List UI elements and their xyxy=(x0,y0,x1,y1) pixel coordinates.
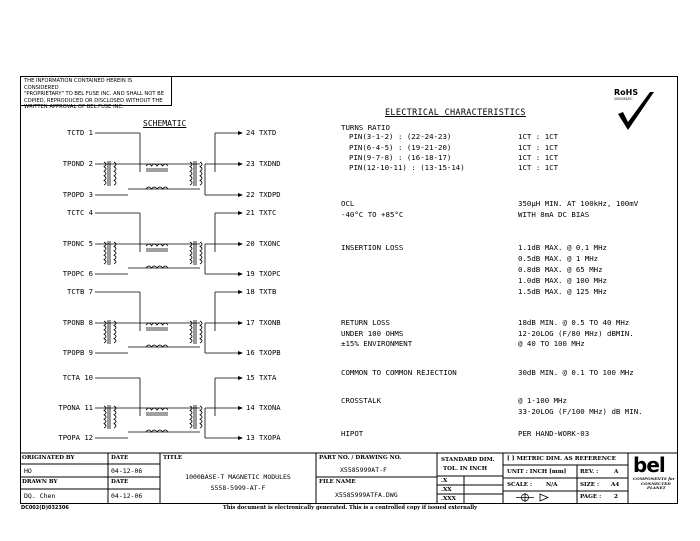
turns-pins: PIN(6-4-5) : (19-21-20) xyxy=(349,143,452,152)
right-pin-label: 14 TXONA xyxy=(246,403,281,412)
turns-pins: PIN(12-10-11) : (13-15-14) xyxy=(349,163,465,172)
right-pin-label: 17 TXONB xyxy=(246,318,281,327)
scale: N/A xyxy=(546,482,558,488)
insertion-loss-label: INSERTION LOSS xyxy=(341,243,404,252)
turns-pins: PIN(3-1-2) : (22-24-23) xyxy=(349,132,452,141)
left-pin-label: TCTA 10 xyxy=(62,373,93,382)
size-label: SIZE : xyxy=(580,482,600,488)
insertion-value: 0.8dB MAX. @ 65 MHz xyxy=(518,265,603,274)
right-pin-label: 21 TXTC xyxy=(246,208,277,217)
hipot-value: PER HAND-WORK-03 xyxy=(518,429,590,438)
left-pin-label: TPOPC 6 xyxy=(62,269,93,278)
scale-label: SCALE : xyxy=(507,482,533,488)
return-value: 12-20LOG (F/80 MHz) dBMIN. xyxy=(518,329,634,338)
turns-pins: PIN(9-7-8) : (16-18-17) xyxy=(349,153,452,162)
tol-xxx: .XXX xyxy=(441,496,456,502)
title-label: TITLE xyxy=(163,455,183,461)
footer-note: This document is electronically generated. This is a controlled copy if issued externally xyxy=(222,505,478,511)
left-pin-label: TPOPA 12 xyxy=(58,433,93,442)
originated-by-label: ORIGINATED BY xyxy=(22,455,75,461)
drawn-date: 04-12-06 xyxy=(111,492,143,500)
crosstalk-value: @ 1-100 MHz xyxy=(518,396,567,405)
turns-value: 1CT : 1CT xyxy=(518,163,559,172)
ocl-temp: -40°C TO +85°C xyxy=(341,210,404,219)
cmr-value: 30dB MIN. @ 0.1 TO 100 MHz xyxy=(518,368,634,377)
tol-x: .X xyxy=(441,478,448,484)
right-pin-label: 18 TXTB xyxy=(246,287,277,296)
notice-line: "PROPRIETARY" TO BEL FUSE INC. AND SHALL NOT BE xyxy=(24,91,164,98)
tol-xx: .XX xyxy=(441,487,452,493)
file-name: X5585999ATFA.DWG xyxy=(335,491,398,499)
rev: A xyxy=(614,469,619,475)
right-pin-label: 16 TXOPB xyxy=(246,348,281,357)
bel-tagline xyxy=(633,477,675,491)
return-loss-sub: UNDER 100 OHMS xyxy=(341,329,404,338)
notice-line: THE INFORMATION CONTAINED HEREIN IS CONSIDERED xyxy=(24,78,133,91)
ocl-value: 350µH MIN. AT 100kHz, 100mV xyxy=(518,199,639,208)
ocl-label: OCL xyxy=(341,199,355,208)
page-label: PAGE : xyxy=(580,494,602,500)
insertion-value: 1.0dB MAX. @ 100 MHz xyxy=(518,276,607,285)
insertion-value: 0.5dB MAX. @ 1 MHz xyxy=(518,254,599,263)
crosstalk-value: 33-20LOG (F/100 MHz) dB MIN. xyxy=(518,407,643,416)
tagline-line: CONNECTED xyxy=(641,480,671,486)
size: A4 xyxy=(611,482,620,488)
part-no-label: PART NO. / DRAWING NO. xyxy=(319,455,402,461)
title-line: 1000BASE-T MAGNETIC MODULES xyxy=(185,473,291,481)
crosstalk-label: CROSSTALK xyxy=(341,396,382,405)
drawn-by: DQ. Chen xyxy=(24,492,56,500)
doc-code: DC002(D)032306 xyxy=(21,505,69,511)
return-value: 18dB MIN. @ 0.5 TO 40 MHz xyxy=(518,318,630,327)
originated-by: HO xyxy=(24,467,32,475)
right-pin-label: 20 TXONC xyxy=(246,239,281,248)
notice-line: WRITTEN APPROVAL OF BEL FUSE INC. xyxy=(24,104,124,111)
left-pin-label: TPONA 11 xyxy=(58,403,93,412)
cmr-label: COMMON TO COMMON REJECTION xyxy=(341,368,457,377)
return-value: @ 40 TO 100 MHz xyxy=(518,339,585,348)
left-pin-label: TPONB 8 xyxy=(62,318,93,327)
drawn-by-label: DRAWN BY xyxy=(22,479,58,485)
target-icon xyxy=(516,493,548,502)
turns-value: 1CT : 1CT xyxy=(518,143,559,152)
title-line: S558-5999-AT-F xyxy=(210,484,266,492)
std-dim-label: STANDARD DIM. xyxy=(441,457,495,463)
left-pin-label: TCTB 7 xyxy=(67,287,93,296)
electrical-title: ELECTRICAL CHARACTERISTICS xyxy=(385,108,526,118)
tagline-line: PLANET xyxy=(647,485,666,491)
right-pin-label: 19 TXOPC xyxy=(246,269,281,278)
part-no: X5585999AT-F xyxy=(340,466,387,474)
unit-label: UNIT : INCH [mm] xyxy=(507,469,567,475)
schematic-title: SCHEMATIC xyxy=(143,119,187,128)
right-pin-label: 22 TXDPD xyxy=(246,190,281,199)
right-pin-label: 23 TXDND xyxy=(246,159,281,168)
rohs-text: RoHS xyxy=(614,88,639,97)
date-label: DATE xyxy=(111,455,129,461)
notice-line: COPIED, REPRODUCED OR DISCLOSED WITHOUT THE xyxy=(24,97,163,104)
left-pin-label: TPOPD 3 xyxy=(62,190,93,199)
page: 2 xyxy=(614,494,618,500)
hipot-label: HIPOT xyxy=(341,429,364,438)
return-loss-sub: ±15% ENVIRONMENT xyxy=(341,339,413,348)
left-pin-label: TCTC 4 xyxy=(67,208,93,217)
left-pin-label: TPOPB 9 xyxy=(62,348,93,357)
right-pin-label: 24 TXTD xyxy=(246,128,277,137)
rohs-sub: 2002/95/EC xyxy=(614,97,633,101)
metric-label: [ ] METRIC DIM. AS REFERENCE xyxy=(507,456,617,462)
right-pin-label: 13 TXOPA xyxy=(246,433,281,442)
tagline-line: COMPONENTS for xyxy=(633,476,675,481)
file-name-label: FILE NAME xyxy=(319,479,356,485)
left-pin-label: TCTD 1 xyxy=(67,128,93,137)
ocl-value: WITH 8mA DC BIAS xyxy=(518,210,590,219)
tol-label: TOL. IN INCH xyxy=(443,466,488,472)
turns-value: 1CT : 1CT xyxy=(518,132,559,141)
insertion-value: 1.5dB MAX. @ 125 MHz xyxy=(518,287,607,296)
insertion-value: 1.1dB MAX. @ 0.1 MHz xyxy=(518,243,607,252)
turns-ratio-label: TURNS RATIO xyxy=(341,123,390,132)
date-label: DATE xyxy=(111,479,129,485)
right-pin-label: 15 TXTA xyxy=(246,373,277,382)
left-pin-label: TPONC 5 xyxy=(62,239,93,248)
return-loss-label: RETURN LOSS xyxy=(341,318,390,327)
left-pin-label: TPOND 2 xyxy=(62,159,93,168)
rev-label: REV. : xyxy=(580,469,599,475)
originated-date: 04-12-06 xyxy=(111,467,143,475)
turns-value: 1CT : 1CT xyxy=(518,153,559,162)
bel-logo: bel xyxy=(633,453,665,477)
